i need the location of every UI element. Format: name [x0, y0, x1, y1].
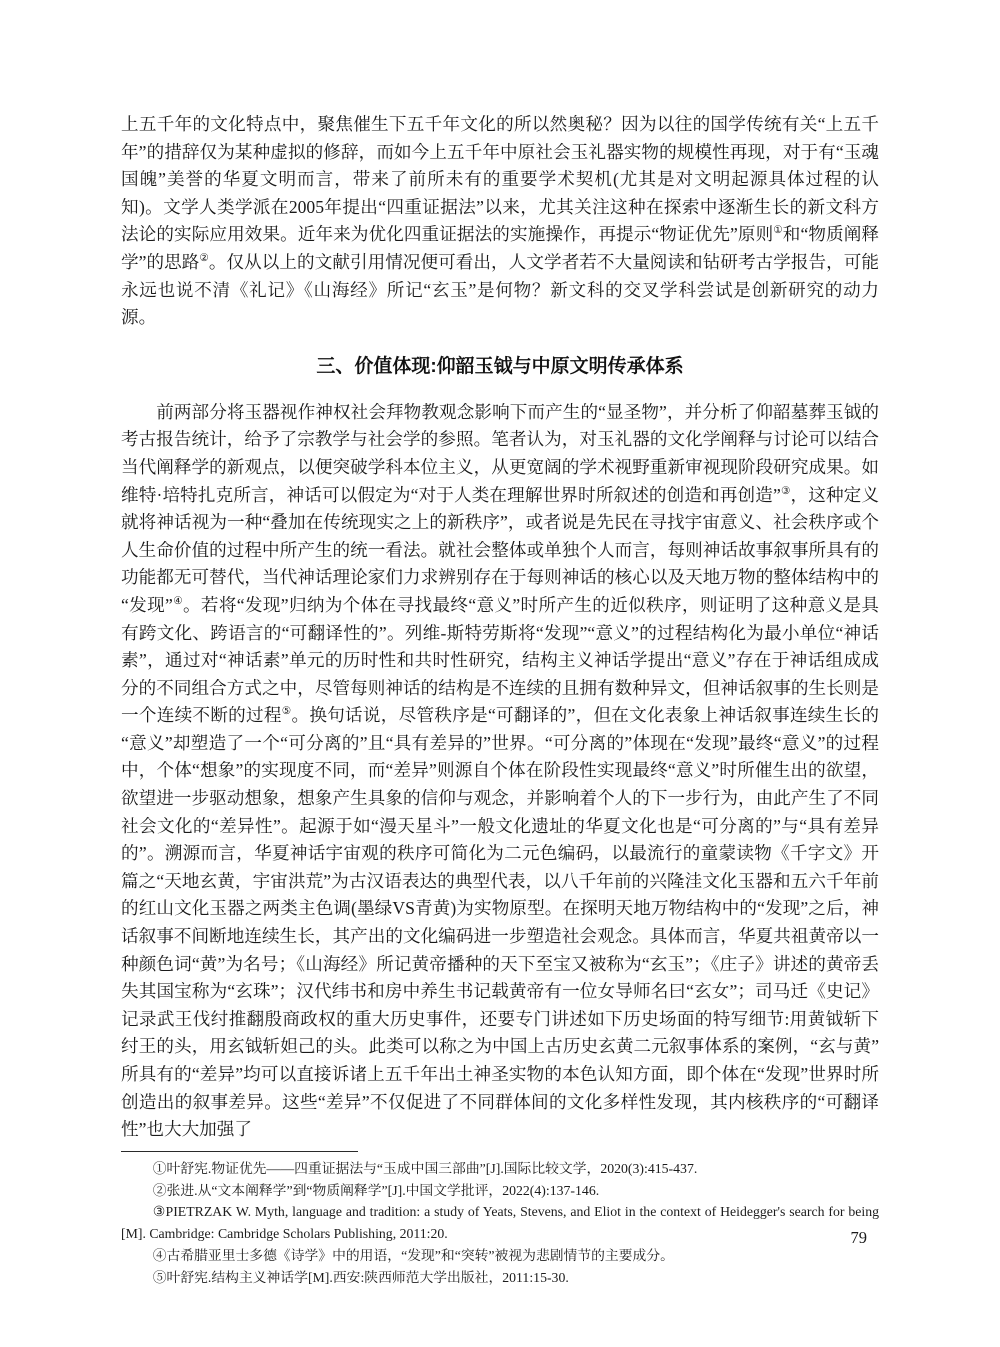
- footnote-block: [121, 1151, 879, 1289]
- section-heading: 三、价值体现:仰韶玉钺与中原文明传承体系: [316, 355, 684, 377]
- page-content: [121, 0, 879, 1289]
- footnote-separator: [121, 1151, 358, 1152]
- footnote-item-1: ①叶舒宪.物证优先——四重证据法与“玉成中国三部曲”[J].国际比较文学，2020(3):415-437.: [152, 1160, 698, 1176]
- footnote-reference: ④: [172, 596, 183, 608]
- footnote-item-2: ②张进.从“文本阐释学”到“物质阐释学”[J].中国文学批评，2022(4):137-146.: [152, 1182, 600, 1198]
- footnote-item-5: ⑤叶舒宪.结构主义神话学[M].西安:陕西师范大学出版社，2011:15-30.: [152, 1269, 569, 1285]
- page-number: 79: [850, 1228, 867, 1247]
- footnote-reference: ②: [199, 253, 209, 265]
- body-paragraph-2: 前两部分将玉器视作神权社会拜物教观念影响下而产生的“显圣物”，并分析了仰韶墓葬玉钺的考古报告统计，给予了宗教学与社会学的参照。笔者认为，对玉礼器的文化学阐释与讨论可以结合当代阐释学的新观点，以便突破学科本位主义，从更宽阔的学术视野重新审视现阶段研究成果。如维特·培特扎克所言，神话可以假定为“对于人类在理解世界时所叙述的创造和再创造”③，这种定义就将神话视为一种“叠加在传统现实之上的新秩序”，或者说是先民在寻找宇宙意义、社会秩序或个人生命价值的过程中所产生的统一看法。就社会整体或单独个人而言，每则神话故事叙事所具有的功能都无可替代，当代神话理论家们力求辨别存在于每则神话的核心以及天地万物的整体结构中的“发现”④。若将“发现”归纳为个体在寻找最终“意义”时所产生的近似秩序，则证明了这种意义是具有跨文化、跨语言的“可翻译性的”。列维-斯特劳斯将“发现”“意义”的过程结构化为最小单位“神话素”，通过对“神话素”单元的历时性和共时性研究，结构主义神话学提出“意义”存在于神话组成成分的不同组合方式之中，尽管每则神话的结构是不连续的且拥有数种异文，但神话叙事的生长则是一个连续不断的过程⑤。换句话说，尽管秩序是“可翻译的”，但在文化表象上神话叙事连续生长的“意义”却塑造了一个“可分离的”且“具有差异的”世界。“可分离的”体现在“发现”最终“意义”的过程中，个体“想象”的实现度不同，而“差异”则源自个体在阶段性实现最终“意义”时所催生出的欲望，欲望进一步驱动想象，想象产生具象的信仰与观念，并影响着个人的下一步行为，由此产生了不同社会文化的“差异性”。起源于如“漫天星斗”一般文化遗址的华夏文化也是“可分离的”与“具有差异的”。溯源而言，华夏神话宇宙观的秩序可简化为二元色编码，以最流行的童蒙读物《千字文》开篇之“天地玄黄，宇宙洪荒”为古汉语表达的典型代表，以八千年前的兴隆洼文化玉器和五六千年前的红山文化玉器之两类主色调(墨绿VS青黄)为实物原型。在探明天地万物结构中的“发现”之后，神话叙事不间断地连续生长，其产出的文化编码进一步塑造社会观念。具体而言，华夏共祖黄帝以一种颜色词“黄”为名号；《山海经》所记黄帝播种的天下至宝又被称为“玄玉”；《庄子》讲述的黄帝丢失其国宝称为“玄珠”；汉代纬书和房中养生书记载黄帝有一位女导师名曰“玄女”；司马迁《史记》记录武王伐纣推翻殷商政权的重大历史事件，还要专门讲述如下历史场面的特写细节:用黄钺斩下纣王的头，用玄钺斩妲己的头。此类可以称之为中国上古历史玄黄二元叙事体系的案例，“玄与黄”所具有的“差异”均可以直接诉诸上五千年出土神圣实物的本色认知方面，即个体在“发现”世界时所创造出的叙事差异。这些“差异”不仅促进了不同群体间的文化多样性发现，其内核秩序的“可翻译性”也大大加强了: [121, 401, 879, 1140]
- body-paragraph-1: 上五千年的文化特点中，聚焦催生下五千年文化的所以然奥秘？因为以往的国学传统有关“上五千年”的措辞仅为某种虚拟的修辞，而如今上五千年中原社会玉礼器实物的规模性再现，对于有“玉魂国魄”美誉的华夏文明而言，带来了前所未有的重要学术契机(尤其是对文明起源具体过程的认知)。文学人类学派在2005年提出“四重证据法”以来，尤其关注这种在探索中逐渐生长的新文科方法论的实际应用效果。近年来为优化四重证据法的实施操作，再提示“物证优先”原则①和“物质阐释学”的思路②。仅从以上的文献引用情况便可看出，人文学者若不大量阅读和钻研考古学报告，可能永远也说不清《礼记》《山海经》所记“玄玉”是何物？新文科的交叉学科尝试是创新研究的动力源。: [121, 114, 880, 328]
- footnote-reference: ①: [773, 225, 783, 237]
- footnote-reference: ③: [780, 485, 791, 497]
- footnote-reference: ⑤: [281, 706, 292, 718]
- footnote-item-3: ③PIETRZAK W. Myth, language and tradition: a study of Yeats, Stevens, and Eliot in the context of Heidegger's search for being [M]. Cambridge: Cambridge Scholars Publishing, 2011:20.: [121, 1204, 879, 1242]
- footnote-item-4: ④古希腊亚里士多德《诗学》中的用语，“发现”和“突转”被视为悲剧情节的主要成分。: [152, 1247, 674, 1263]
